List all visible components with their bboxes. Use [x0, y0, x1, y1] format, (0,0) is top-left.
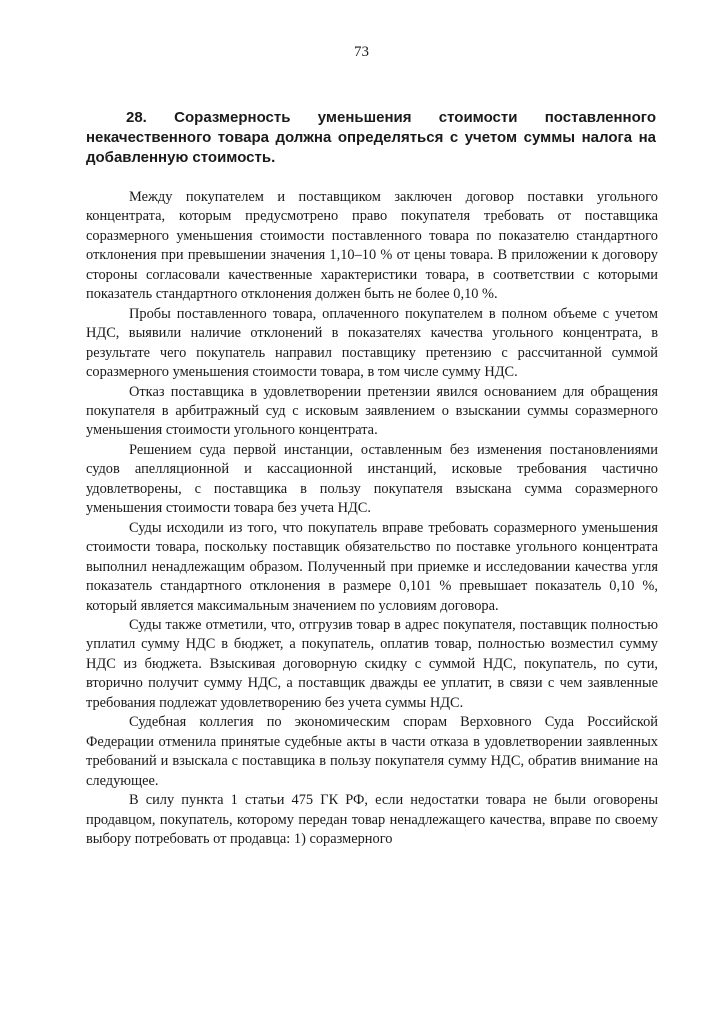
- paragraph: Судебная коллегия по экономическим спорам Верховного Суда Российской Федерации отменила принятые судебные акты в части отказа в удовлетворении заявленных требований и взыскала с поставщика в пользу покупателя сумму НДС, обратив внимание на следующее.: [86, 714, 658, 789]
- section-number: 28.: [126, 109, 147, 126]
- section-heading: [86, 108, 656, 168]
- paragraph: Пробы поставленного товара, оплаченного покупателем в полном объеме с учетом НДС, выявили наличие отклонений в показателях качества угольного концентрата, в результате чего покупатель направил поставщику претензию с рассчитанной суммой соразмерного уменьшения стоимости товара, в том числе сумму НДС.: [86, 305, 658, 381]
- page-number: 73: [354, 44, 369, 60]
- body-text: [86, 188, 658, 849]
- paragraph: Суды исходили из того, что покупатель вправе требовать соразмерного уменьшения стоимости товара, поскольку поставщик обязательство по поставке угольного концентрата выполнил ненадлежащим образом. Полученный при приемке и исследовании качества угля показатель стандартного отклонения в размере 0,101 % превышает показатель 0,10 %, который является максимальным значением по условиям договора.: [86, 519, 658, 614]
- paragraph: Решением суда первой инстанции, оставленным без изменения постановлениями судов апелляционной и кассационной инстанций, исковые требования частично удовлетворены, с поставщика в пользу покупателя взыскана сумма соразмерного уменьшения стоимости товара без учета НДС.: [86, 441, 658, 517]
- paragraph: Суды также отметили, что, отгрузив товар в адрес покупателя, поставщик полностью уплатил сумму НДС в бюджет, а покупатель, оплатив товар, полностью возместил сумму НДС из бюджета. Взыскивая договорную скидку с суммой НДС, покупатель, по сути, вторично получит сумму НДС, а поставщик дважды ее уплатит, в связи с чем заявленные требования подлежат удовлетворению без учета суммы НДС.: [86, 616, 658, 711]
- paragraph: В силу пункта 1 статьи 475 ГК РФ, если недостатки товара не были оговорены продавцом, покупатель, которому передан товар ненадлежащего качества, вправе по своему выбору потребовать от продавца: 1) соразмерного: [86, 792, 658, 847]
- paragraph: Отказ поставщика в удовлетворении претензии явился основанием для обращения покупателя в арбитражный суд с исковым заявлением о взыскании суммы соразмерного уменьшения стоимости угольного концентрата.: [86, 383, 658, 439]
- paragraph: Между покупателем и поставщиком заключен договор поставки угольного концентрата, которым предусмотрено право покупателя требовать от поставщика соразмерного уменьшения стоимости поставленного товара по показателю стандартного отклонения при превышении значения 1,10–10 % от цены товара. В приложении к договору стороны согласовали качественные характеристики товара, в соответствии с которыми показатель стандартного отклонения должен быть не более 0,10 %.: [86, 189, 658, 303]
- section-title: Соразмерность уменьшения стоимости поставленного некачественного товара должна определяться с учетом суммы налога на добавленную стоимость.: [86, 109, 656, 166]
